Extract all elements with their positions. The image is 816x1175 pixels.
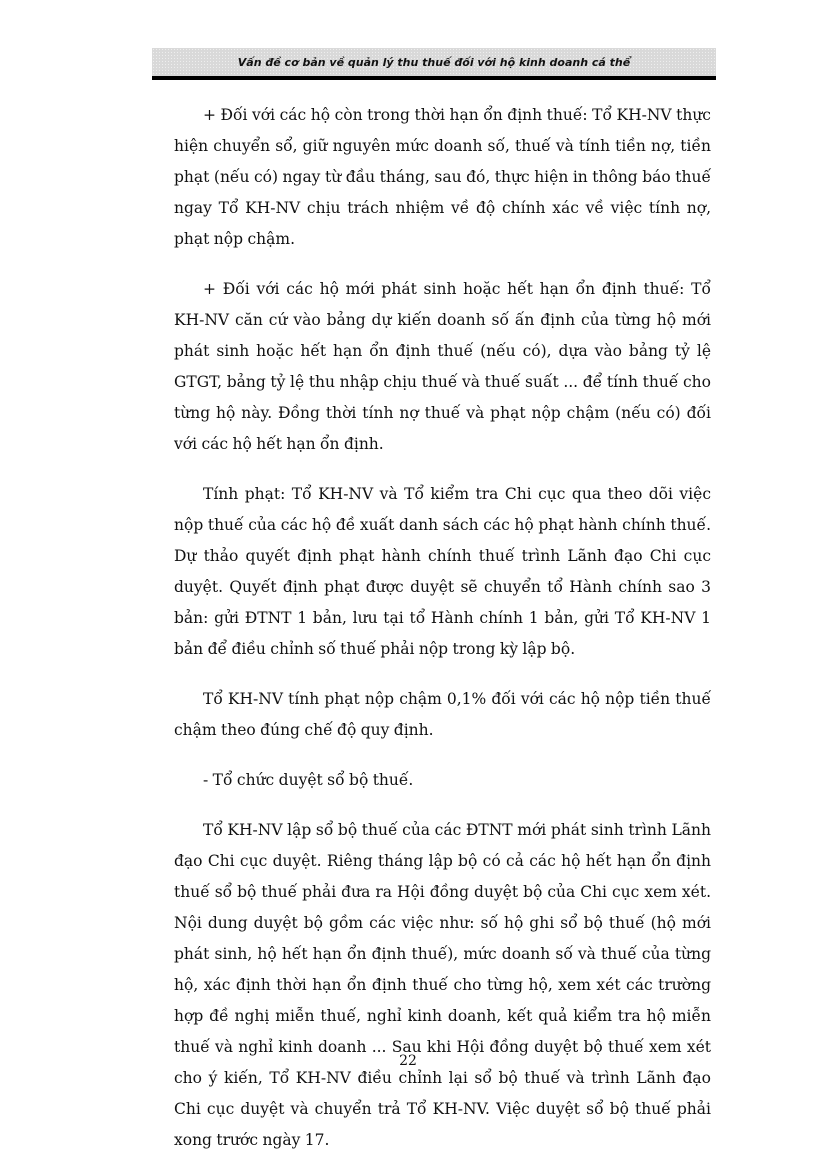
- paragraph-tax-register-approval: Tổ KH-NV lập sổ bộ thuế của các ĐTNT mới phát sinh trình Lãnh đạo Chi cục duyệt. Riêng tháng lập bộ có cả các hộ hết hạn ổn định thuế sổ bộ thuế phải đưa ra Hội đồng duyệt bộ của Chi cục xem xét. Nội dung duyệt bộ gồm các việc như: số hộ ghi sổ bộ thuế (hộ mới phát sinh, hộ hết hạn ổn định thuế), mức doanh số và thuế của từng hộ, xác định thời hạn ổn định thuế cho từng hộ, xem xét các trường hợp đề nghị miễn thuế, nghỉ kinh doanh, kết quả kiểm tra hộ miễn thuế và nghỉ kinh doanh ... Sau khi Hội đồng duyệt bộ thuế xem xét cho ý kiến, Tổ KH-NV điều chỉnh lại sổ bộ thuế và trình Lãnh đạo Chi cục duyệt và chuyển trả Tổ KH-NV. Việc duyệt sổ bộ thuế phải xong trước ngày 17.: [174, 821, 711, 1149]
- running-header-title: Vấn đề cơ bản về quản lý thu thuế đối với hộ kinh doanh cá thể: [237, 55, 631, 69]
- paragraph-existing-households: + Đối với các hộ còn trong thời hạn ổn định thuế: Tổ KH-NV thực hiện chuyển sổ, giữ nguyên mức doanh số, thuế và tính tiền nợ, tiền phạt (nếu có) ngay từ đầu tháng, sau đó, thực hiện in thông báo thuế ngay Tổ KH-NV chịu trách nhiệm về độ chính xác về việc tính nợ, phạt nộp chậm.: [174, 106, 711, 248]
- body-text: [174, 100, 711, 1175]
- header-divider: [152, 76, 716, 80]
- paragraph-new-households: + Đối với các hộ mới phát sinh hoặc hết hạn ổn định thuế: Tổ KH-NV căn cứ vào bảng dự kiến doanh số ấn định của từng hộ mới phát sinh hoặc hết hạn ổn định thuế (nếu có), dựa vào bảng tỷ lệ GTGT, bảng tỷ lệ thu nhập chịu thuế và thuế suất ... để tính thuế cho từng hộ này. Đồng thời tính nợ thuế và phạt nộp chậm (nếu có) đối với các hộ hết hạn ổn định.: [174, 280, 711, 453]
- paragraph-penalty-calculation: Tính phạt: Tổ KH-NV và Tổ kiểm tra Chi cục qua theo dõi việc nộp thuế của các hộ đề xuất danh sách các hộ phạt hành chính thuế. Dự thảo quyết định phạt hành chính thuế trình Lãnh đạo Chi cục duyệt. Quyết định phạt được duyệt sẽ chuyển tổ Hành chính sao 3 bản: gửi ĐTNT 1 bản, lưu tại tổ Hành chính 1 bản, gửi Tổ KH-NV 1 bản để điều chỉnh số thuế phải nộp trong kỳ lập bộ.: [174, 485, 711, 658]
- paragraph-late-payment-rate: Tổ KH-NV tính phạt nộp chậm 0,1% đối với các hộ nộp tiền thuế chậm theo đúng chế độ quy định.: [174, 690, 711, 739]
- paragraph-approval-heading: - Tổ chức duyệt sổ bộ thuế.: [203, 771, 414, 789]
- running-header: [152, 48, 716, 76]
- page-number: 22: [399, 1053, 417, 1069]
